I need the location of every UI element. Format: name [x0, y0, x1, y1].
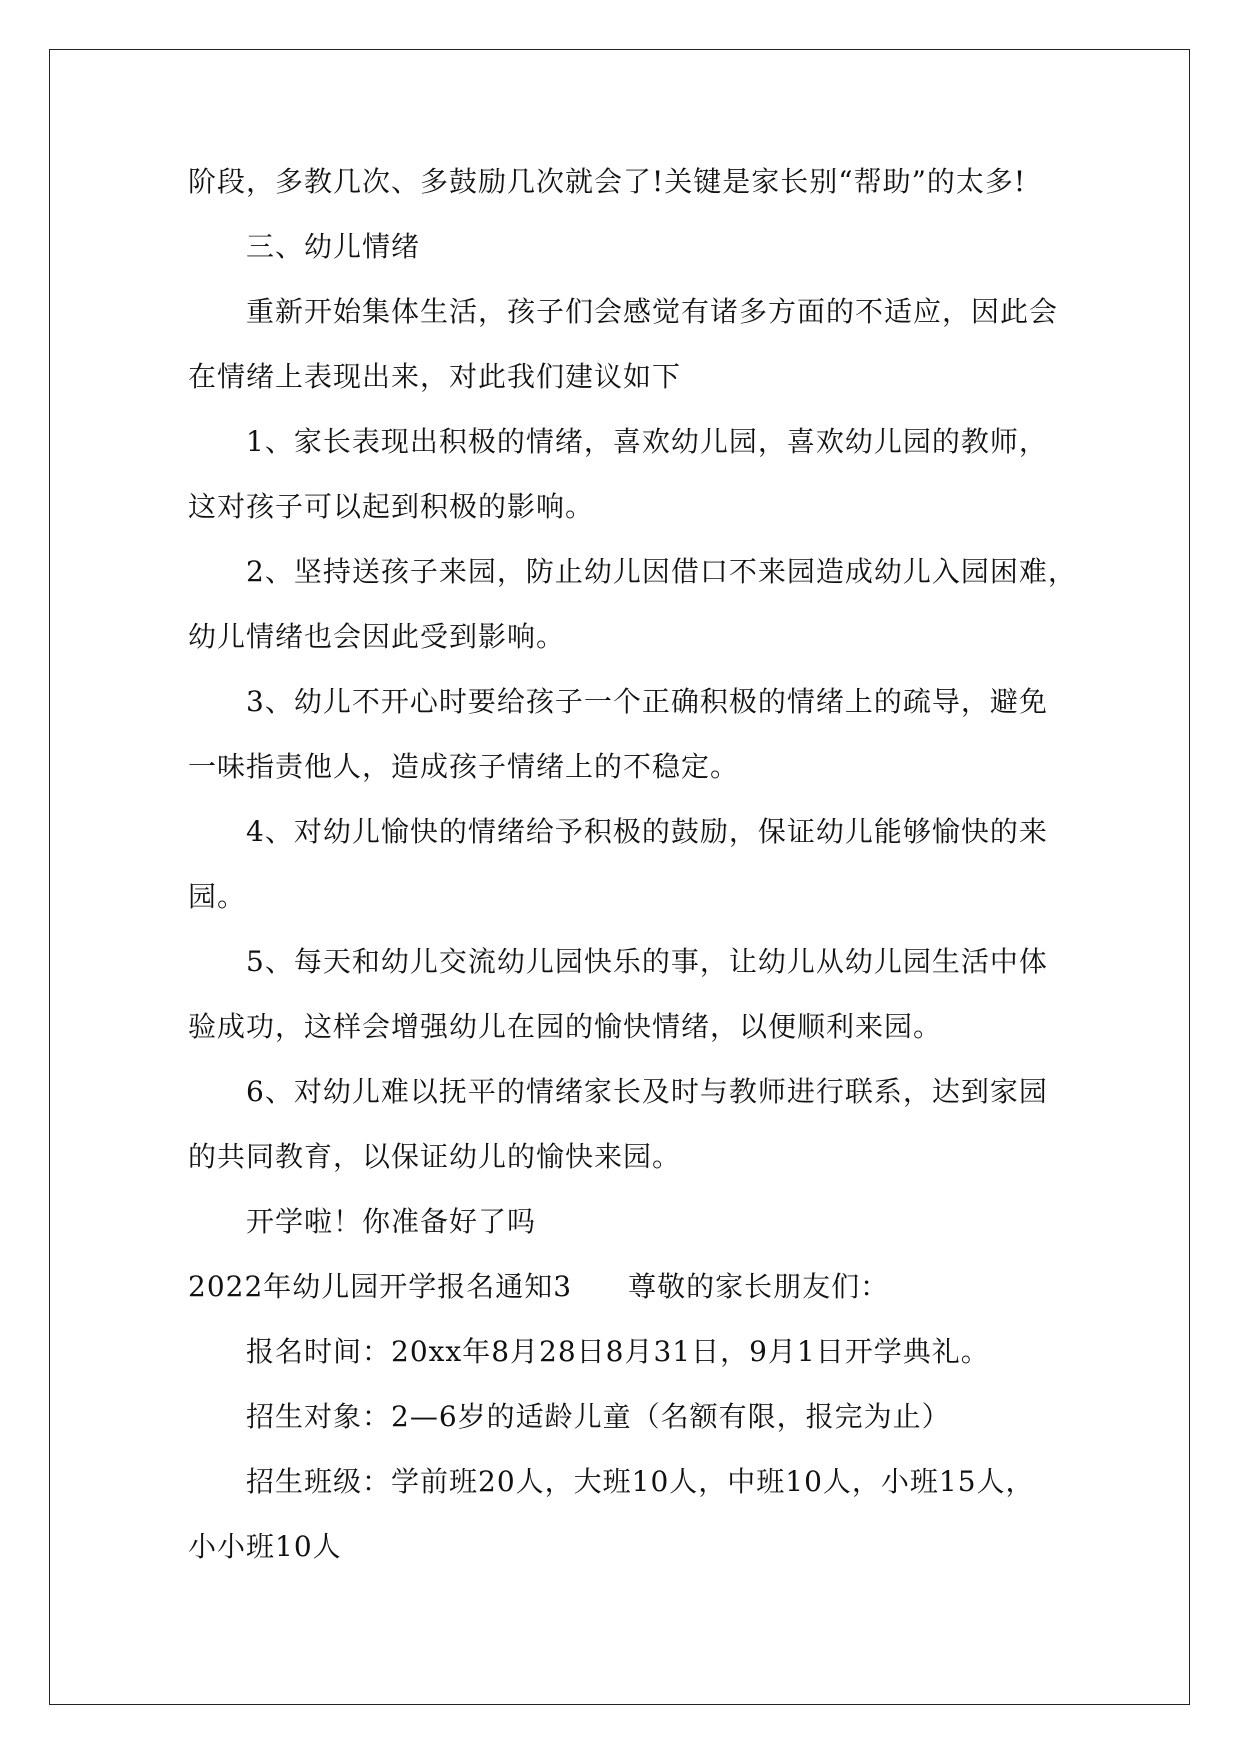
list-item-3: 3、幼儿不开心时要给孩子一个正确积极的情绪上的疏导，避免	[246, 685, 1048, 718]
section-heading: 三、幼儿情绪	[246, 230, 421, 263]
list-item-5: 5、每天和幼儿交流幼儿园快乐的事，让幼儿从幼儿园生活中体	[246, 945, 1048, 978]
notice-greeting: 尊敬的家长朋友们：	[628, 1270, 890, 1303]
paragraph-line: 园。	[188, 880, 247, 913]
paragraph-line: 重新开始集体生活，孩子们会感觉有诸多方面的不适应，因此会	[246, 295, 1059, 328]
list-item-6: 6、对幼儿难以抚平的情绪家长及时与教师进行联系，达到家园	[246, 1075, 1048, 1108]
enrollment-target: 招生对象：2—6岁的适龄儿童（名额有限，报完为止）	[246, 1400, 951, 1433]
paragraph-line: 幼儿情绪也会因此受到影响。	[188, 620, 566, 653]
list-item-1: 1、家长表现出积极的情绪，喜欢幼儿园，喜欢幼儿园的教师，	[246, 425, 1048, 458]
registration-time: 报名时间：20xx年8月28日8月31日，9月1日开学典礼。	[246, 1335, 990, 1368]
enrollment-classes: 招生班级：学前班20人，大班10人，中班10人，小班15人，	[246, 1465, 1035, 1498]
list-item-2: 2、坚持送孩子来园，防止幼儿因借口不来园造成幼儿入园困难，	[246, 555, 1077, 588]
paragraph-line: 在情绪上表现出来，对此我们建议如下	[188, 360, 682, 393]
paragraph-line: 阶段，多教几次、多鼓励几次就会了!关键是家长别“帮助”的太多!	[188, 165, 1027, 198]
paragraph-line: 验成功，这样会增强幼儿在园的愉快情绪，以便顺利来园。	[188, 1010, 943, 1043]
closing-line: 开学啦！你准备好了吗	[246, 1205, 537, 1238]
list-item-4: 4、对幼儿愉快的情绪给予积极的鼓励，保证幼儿能够愉快的来	[246, 815, 1048, 848]
paragraph-line: 这对孩子可以起到积极的影响。	[188, 490, 595, 523]
paragraph-line: 一味指责他人，造成孩子情绪上的不稳定。	[188, 750, 740, 783]
notice-title: 2022年幼儿园开学报名通知3	[188, 1270, 573, 1303]
paragraph-line: 的共同教育，以保证幼儿的愉快来园。	[188, 1140, 682, 1173]
paragraph-line: 小小班10人	[188, 1530, 342, 1563]
notice-heading-line	[188, 1267, 889, 1307]
